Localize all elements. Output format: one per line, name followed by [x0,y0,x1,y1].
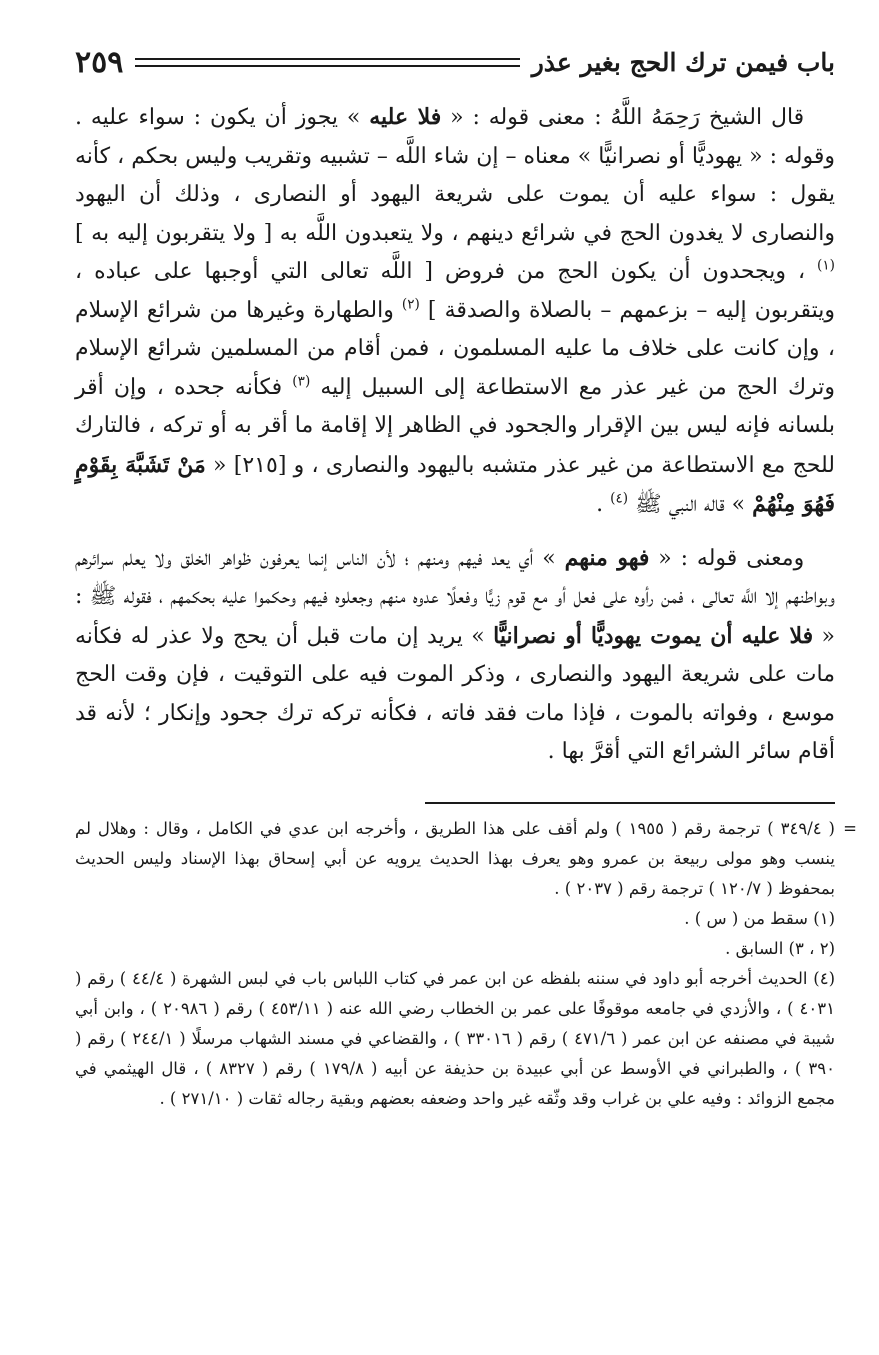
footnote-ref[interactable]: (٤) [610,490,629,507]
footnote-1: (١) سقط من ( س ) . [684,908,835,928]
footnote-ref[interactable]: (١) [817,257,835,274]
footnotes [75,814,857,1114]
text-run: فكأنه جحده ، وإن أقر بلسانه فإنه ليس بين الإقرار والجحود في الظاهر إلا إقامة ما أقر به أو تركه ، فالتارك للحج مع الاستطاعة من غير عذر متشبه باليهود والنصارى ، و [٢١٥] « [75,374,835,478]
header-rule [135,58,519,67]
footnote-separator [425,802,835,804]
text-run: » يجوز أن يكون : سواء عليه . وقوله : « يهوديًّا أو نصرانيًّا » معناه – إن شاء اللَّه – تشبيه وتقريب وليس بحكم ، كأنه يقول : سواء عليه أن يموت على شريعة اليهود أو النصارى ، وذلك أن اليهود والنصارى لا يغدون الحج في شرائع دينهم ، ولا يتعبدون اللَّه به [ ولا يتقربون إليه به ] [75,105,835,246]
footnote-text: ( ٣٤٩/٤ ) ترجمة رقم ( ١٩٥٥ ) ولم أقف على هذا الطريق ، وأخرجه ابن عدي في الكامل ، وقال : وهلال لم ينسب وهو مولى ربيعة بن عمرو وهو يعرف بهذا الحديث يرويه عن أبي إسحاق بهذا الإسناد وليس الحديث بمحفوظ ( ١٢٠/٧ ) ترجمة رقم ( ٢٠٣٧ ) . [75,818,835,898]
text-run: : معنى قوله : « [441,105,611,130]
text-run: » أي يعد فيهم ومنهم ؛ لأن الناس إنما يعرفون ظواهر الخلق ولا يعلم سرائرهم وبواطنهم إلا اللَّه تعالى ، فمن رأوه على فعل أو مع قوم زيًّا وفعلًا عدوه منهم وجعلوه فيهم وحكموا عليه بحكمهم ، فقوله [75,545,836,609]
book-page [75,40,857,1114]
text-run: قال الشيخ [699,105,805,130]
footnote-ref[interactable]: (٢) [401,296,420,313]
paragraph [75,98,835,525]
running-header [75,40,835,84]
quoted-phrase: فهو منهم [564,544,650,571]
footnote-continuation [75,814,857,904]
honorific-glyph: ﷺ [89,584,117,609]
text-run: » يريد إن مات قبل أن يحج ولا عذر له فكأنه مات على شريعة اليهود والنصارى ، وذكر الموت فيه على التوقيت ، فإن وقت الحج موسع ، وفواته بالموت ، فإذا مات فقد فاته ، فكأنه تركه ترك جحود وإنكار ؛ لأنه قد أقام سائر الشرائع التي أقرَّ بها . [75,623,835,764]
quoted-phrase: فلا عليه [369,104,442,130]
footnote-ref[interactable]: (٣) [292,373,311,390]
honorific-glyph: رضي الله عنه [338,998,435,1018]
text-run: والطهارة وغيرها من شرائع الإسلام ، وإن كانت على خلاف ما عليه المسلمون ، فمن أقام من المسلمين شرائع الإسلام وترك الحج من غير عذر مع الاستطاعة إلى السبيل إليه [75,297,835,400]
footnote-text: ( ٤٥٣/١١ ) رقم ( ٢٠٩٨٦ ) ، وابن أبي شيبة في مصنفه عن ابن عمر ( ٤٧١/٦ ) رقم ( ٣٣٠١٦ ) ، والقضاعي في مسند الشهاب مرسلًا ( ٢٤٤/١ ) رقم ( ٣٩٠ ) ، والطبراني في الأوسط عن أبي عبيدة بن حذيفة عن أبيه ( ١٧٩/٨ ) رقم ( ٨٣٢٧ ) ، قال الهيثمي في مجمع الزوائد : وفيه علي بن غراب وقد وثّقه غير واحد وضعفه بعضهم وبقية رجاله ثقات ( ٢٧١/١٠ ) . [75,998,835,1108]
paragraph [75,539,835,772]
text-run: ومعنى قوله : « [649,545,805,571]
text-run: : « [75,584,835,649]
text-run: » قاله النبي [661,492,753,517]
quoted-phrase: فلا عليه أن يموت يهوديًّا أو نصرانيًّا [493,622,814,649]
text-run: ، ويجحدون أن يكون الحج من فروض [ اللَّه تعالى التي أوجبها على عباده ، ويتقربون إليه – بزعمهم – بالصلاة والصدقة ] [75,259,836,323]
footnote-2-3: (٢ ، ٣) السابق . [725,938,835,958]
main-text [75,98,835,772]
footnote-text: (٤) الحديث أخرجه أبو داود في سننه بلفظه عن ابن عمر في كتاب اللباس باب في لبس الشهرة ( ٤٤/٤ ) رقم ( ٤٠٣١ ) ، والأزدي في جامعه موقوفًا على عمر بن الخطاب [75,968,835,1018]
footnote-4 [75,964,835,1114]
continuation-mark: = [843,818,857,838]
honorific-glyph: ﷺ [635,492,662,517]
honorific-glyph: رَحِمَهُ اللَّهُ [610,105,700,130]
hadith-quote: مَنْ تَشَبَّهَ بِقَوْمٍ فَهُوَ مِنْهُمْ [75,451,835,517]
text-run: . [596,492,611,517]
chapter-title: باب فيمن ترك الحج بغير عذر [531,47,835,77]
page-number: ٢٥٩ [75,44,124,80]
